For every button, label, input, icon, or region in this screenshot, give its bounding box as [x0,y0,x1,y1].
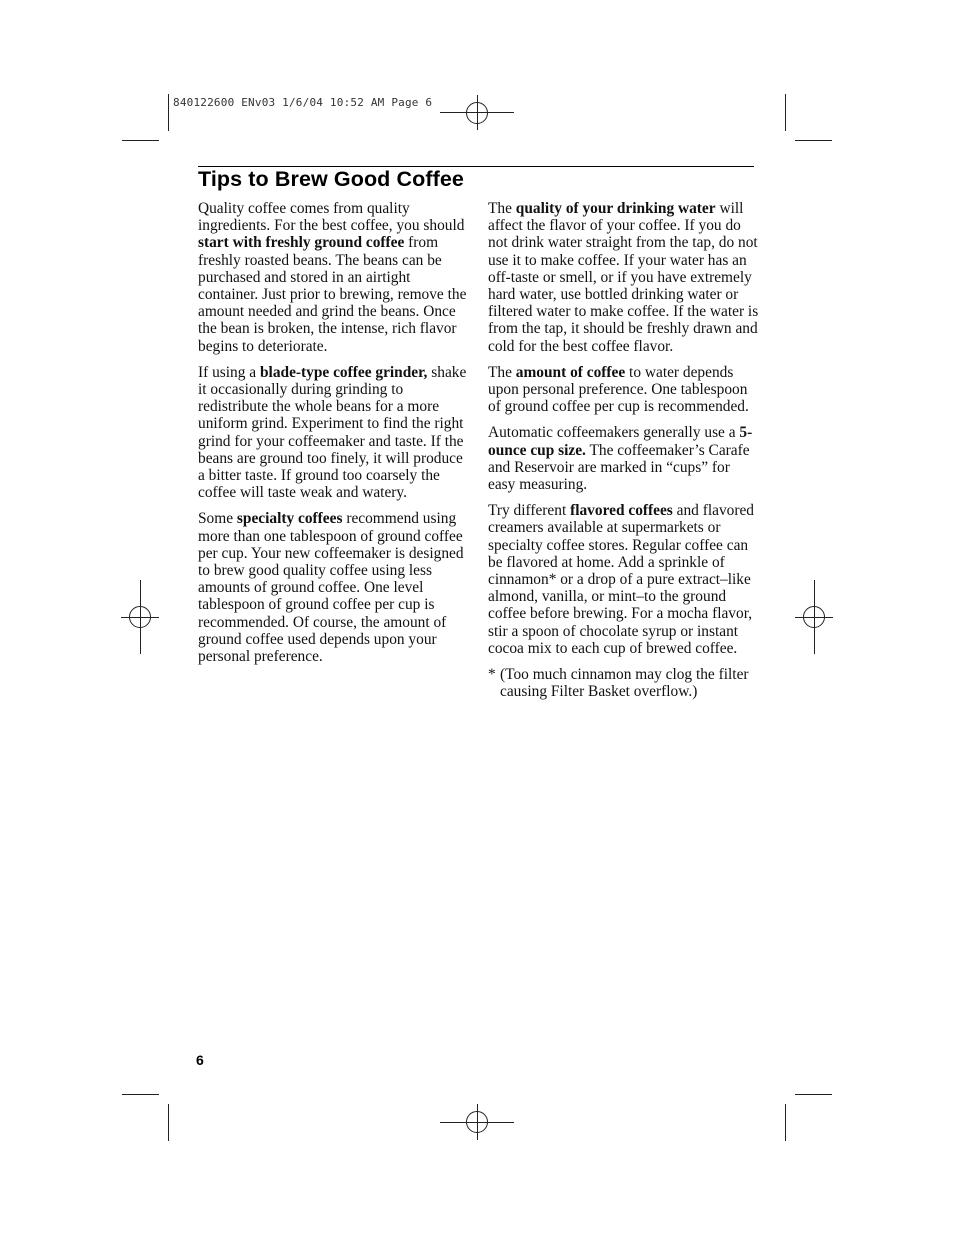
crop-mark-bottom-right-horizontal [795,1094,832,1095]
text-run: and flavored creamers available at supermarkets or specialty coffee stores. Regular coffee can be flavored at home. Add a sprinkle of cinnamon* or a drop of a pure extract–like almond, vanilla, or mint–to the ground coffee before brewing. For a mocha flavor, stir a spoon of chocolate syrup or instant cocoa mix to each cup of brewed coffee. [488,502,754,657]
paragraph [488,502,760,657]
crop-mark-top-left-vertical [168,94,169,131]
paragraph [488,200,760,355]
text-run: Try different [488,502,571,520]
text-run: If using a [198,363,260,381]
crop-mark-bottom-left-horizontal [122,1094,159,1095]
paragraph [198,510,470,665]
right-column [488,200,760,700]
footnote-text: (Too much cinnamon may clog the filter causing Filter Basket overflow.) [500,666,749,701]
crop-mark-top-right-horizontal [795,140,832,141]
page-title: Tips to Brew Good Coffee [198,167,464,191]
paragraph [488,364,760,416]
crop-mark-top-right-vertical [785,94,786,131]
paragraph [198,200,470,355]
text-run: to water depends upon personal preference. One tablespoon of ground coffee per cup is recommended. [488,363,749,416]
crop-mark-bottom-left-vertical [168,1104,169,1141]
text-run: will affect the flavor of your coffee. If you do not drink water straight from the tap, do not use it to make coffee. If your water has an off-taste or smell, or if you have extremely hard water, use bottled drinking water or filtered water to make coffee. If the water is from the tap, it should be freshly drawn and cold for the best coffee flavor. [488,200,759,355]
printer-slug: 840122600 ENv03 1/6/04 10:52 AM Page 6 [173,96,433,109]
text-run: shake it occasionally during grinding to redistribute the whole beans for a more uniform grind. Experiment to find the right grind for your coffeemaker and taste. If the beans are ground too finely, it will produce a bitter taste. If ground too coarsely the coffee will taste weak and watery. [198,363,467,502]
bold-phrase: 5-ounce cup size. [488,424,753,459]
paragraph [488,424,760,493]
crop-mark-bottom-right-vertical [785,1104,786,1141]
bold-phrase: start with freshly ground coffee [198,234,405,252]
text-run: The [488,363,516,381]
left-column [198,200,470,674]
footnote-marker: * [488,666,496,684]
bold-phrase: amount of coffee [515,363,626,381]
text-run: Automatic coffeemakers generally use a [488,424,740,442]
bold-phrase: specialty coffees [236,510,343,528]
footnote [488,666,760,700]
text-run: The coffeemaker’s Carafe and Reservoir are marked in “cups” for easy measuring. [488,441,750,494]
bold-phrase: quality of your drinking water [515,200,716,217]
bold-phrase: blade-type coffee grinder, [259,363,428,381]
text-run: The [488,200,516,217]
text-run: recommend using more than one tablespoon of ground coffee per cup. Your new coffeemaker is designed to brew good quality coffee using less amounts of ground coffee. One level tablespoon of ground coffee per cup is recommended. Of course, the amount of ground coffee used depends upon your personal preference. [198,510,464,666]
text-run: from freshly roasted beans. The beans can be purchased and stored in an airtight container. Just prior to brewing, remove the amount needed and grind the beans. Once the bean is broken, the intense, rich flavor begins to deteriorate. [198,234,467,355]
text-run: Quality coffee comes from quality ingredients. For the best coffee, you should [198,200,465,235]
crop-mark-top-left-horizontal [122,140,159,141]
bold-phrase: flavored coffees [570,502,673,520]
paragraph [198,364,470,502]
page-number: 6 [196,1052,204,1068]
text-run: Some [198,510,237,528]
